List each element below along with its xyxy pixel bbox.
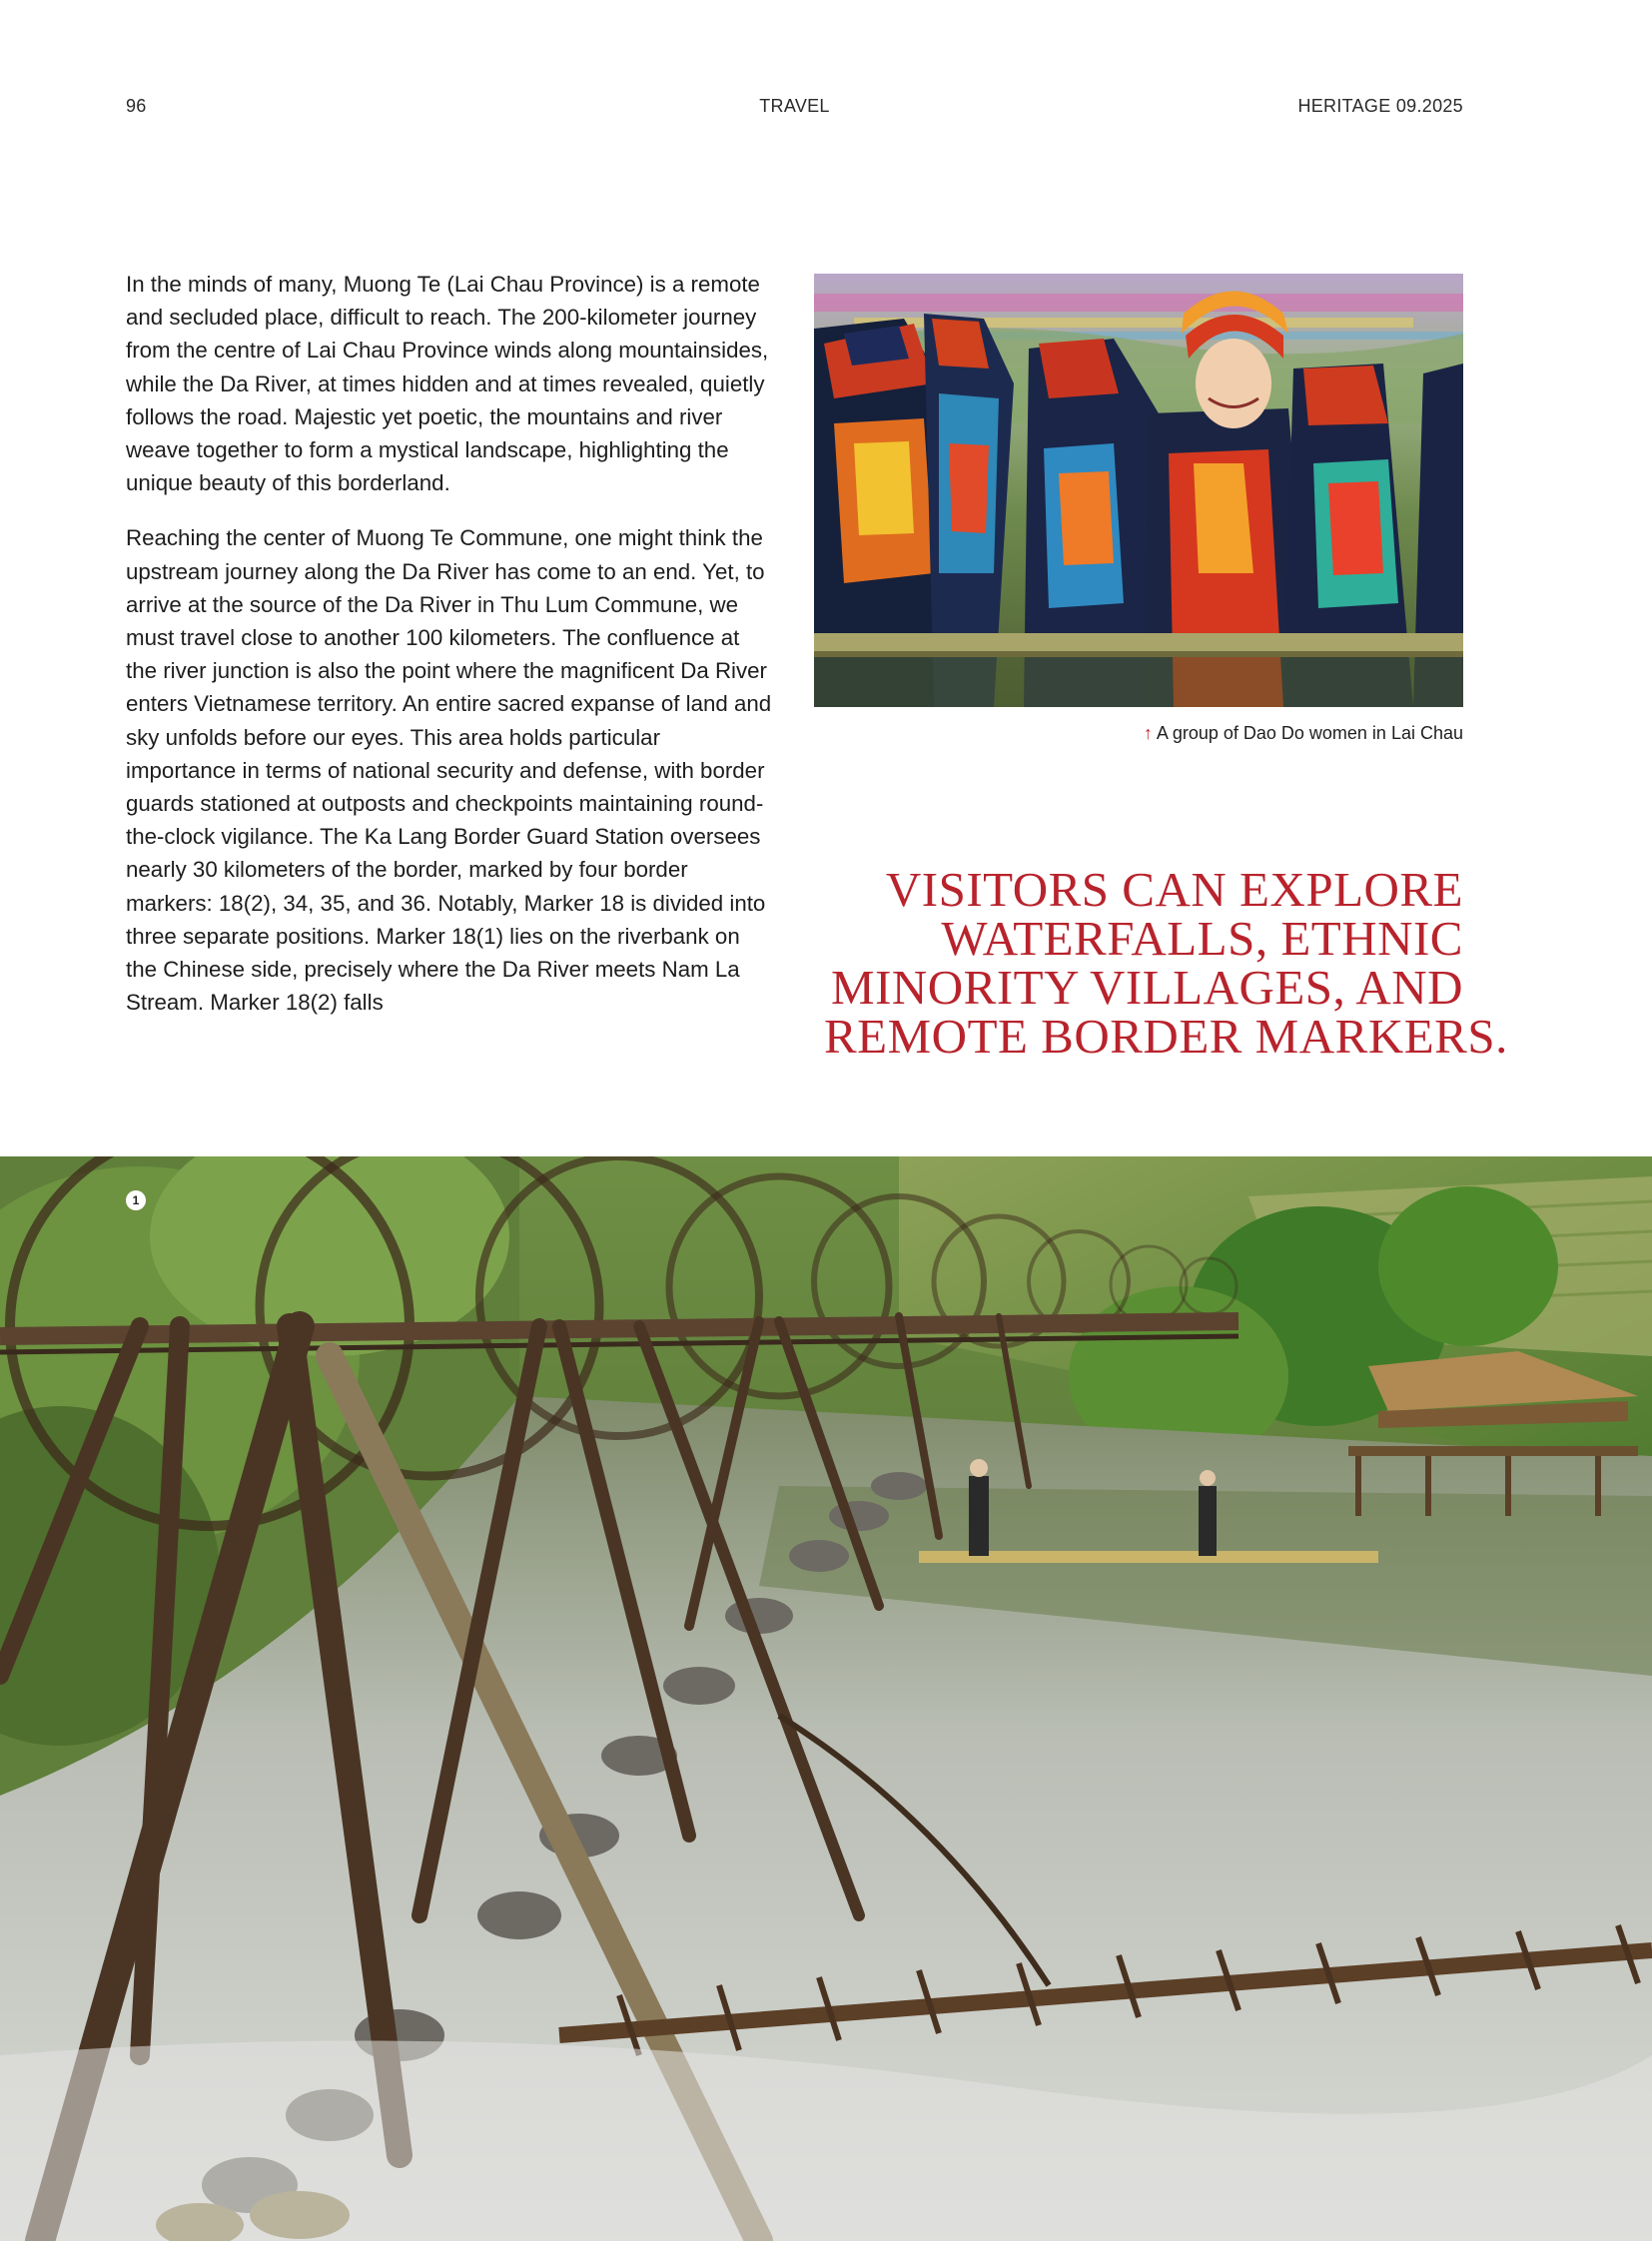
- article-paragraph: Reaching the center of Muong Te Commune, one might think the upstream journey along the Da River has come to an end. Yet, to arrive at the source of the Da River in Thu Lum Commune, we must travel close to another 100 kilometers. The confluence at the river junction is also the point where the magnificent Da River enters Vietnamese territory. An entire sacred expanse of land and sky unfolds before our eyes. This area holds particular importance in terms of national security and defense, with border guards stationed at outposts and checkpoints maintaining round-the-clock vigilance. The Ka Lang Border Guard Station oversees nearly 30 kilometers of the border, marked by four border markers: 18(2), 34, 35, and 36. Notably, Marker 18 is divided into three separate positions. Marker 18(1) lies on the riverbank on the Chinese side, precisely where the Da River meets Nam La Stream. Marker 18(2) falls: [126, 525, 772, 1016]
- page-number: 96: [126, 96, 147, 116]
- pull-quote-line: WATERFALLS, ETHNIC: [941, 911, 1463, 966]
- section-label: TRAVEL: [759, 96, 830, 116]
- photo-number-badge: 1: [126, 1190, 146, 1210]
- photo-caption: [1144, 723, 1463, 744]
- pull-quote-line: MINORITY VILLAGES, AND: [831, 960, 1463, 1015]
- pull-quote-line: VISITORS CAN EXPLORE: [885, 862, 1463, 917]
- issue-label: HERITAGE 09.2025: [1297, 96, 1463, 116]
- running-head: [126, 96, 1463, 120]
- article-body: [126, 268, 775, 1041]
- dao-do-women-photo: [814, 274, 1463, 707]
- river-water-wheel-photo: [0, 1156, 1652, 2241]
- pull-quote: [824, 862, 1508, 1064]
- caption-text: A group of Dao Do women in Lai Chau: [1156, 723, 1463, 743]
- arrow-up-icon: ↑: [1143, 723, 1153, 743]
- pull-quote-line: REMOTE BORDER MARKERS.: [824, 1009, 1508, 1064]
- article-paragraph: In the minds of many, Muong Te (Lai Chau Province) is a remote and secluded place, difficult to reach. The 200-kilometer journey from the centre of Lai Chau Province winds along mountainsides, while the Da River, at times hidden and at times revealed, quietly follows the road. Majestic yet poetic, the mountains and river weave together to form a mystical landscape, highlighting the unique beauty of this borderland.: [126, 272, 769, 496]
